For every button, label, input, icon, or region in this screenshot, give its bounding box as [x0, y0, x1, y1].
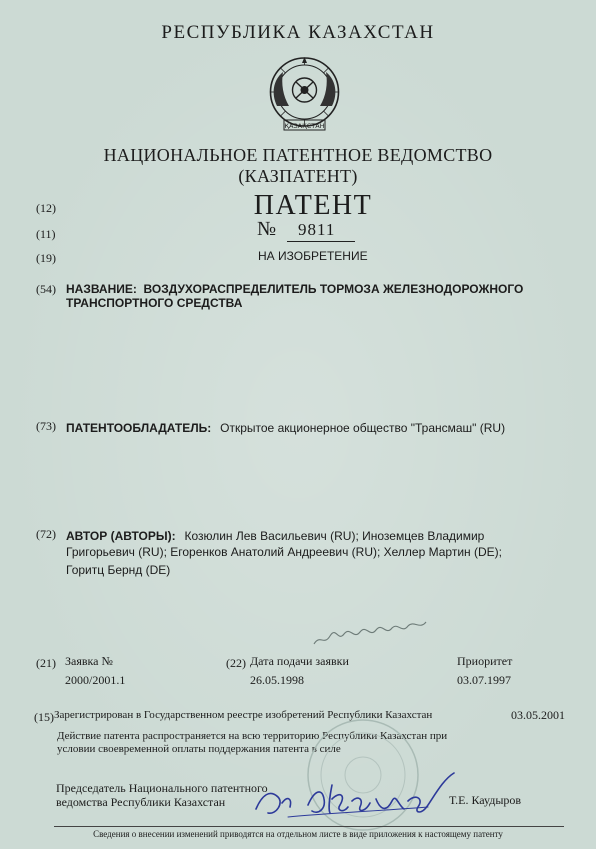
- filing-date: 26.05.1998: [250, 673, 304, 687]
- authors-line3: Горитц Бернд (DE): [66, 563, 171, 577]
- code-21: (21): [36, 656, 56, 670]
- holder-value: Открытое акционерное общество "Трансмаш" (RU): [220, 421, 506, 435]
- invention-name-line1: [66, 282, 586, 296]
- number-underline: [287, 241, 355, 242]
- code-11: (11): [36, 227, 56, 241]
- office-name-line1: НАЦИОНАЛЬНОЕ ПАТЕНТНОЕ ВЕДОМСТВО: [103, 145, 493, 165]
- footer-divider: [54, 826, 564, 827]
- office-name-line2: (КАЗПАТЕНТ): [238, 166, 358, 186]
- authors-line2: Григорьевич (RU); Егоренков Анатолий Андреевич (RU); Хеллер Мартин (DE);: [66, 545, 502, 559]
- filing-date-label: Дата подачи заявки: [250, 654, 349, 668]
- code-73: (73): [36, 419, 56, 433]
- signature-icon: [248, 765, 473, 825]
- code-72: (72): [36, 527, 56, 541]
- registration-date: 03.05.2001: [511, 708, 565, 722]
- priority-date: 03.07.1997: [457, 673, 511, 687]
- priority-label: Приоритет: [457, 654, 513, 668]
- authors-label: АВТОР (АВТОРЫ):: [66, 529, 176, 543]
- patent-holder: [66, 419, 586, 437]
- code-15: (15): [34, 710, 54, 724]
- application-label: Заявка №: [65, 654, 113, 668]
- name-label: НАЗВАНИЕ:: [66, 282, 137, 296]
- footer-note: Сведения о внесении изменений приводятся на отдельном листе в виде приложения к настоящему патенту: [93, 829, 503, 839]
- patent-title: ПАТЕНТ: [253, 190, 373, 221]
- chairman-name: Т.Е. Каудыров: [449, 793, 522, 807]
- handwritten-note-icon: [310, 616, 430, 650]
- validity-line2: условии своевременной оплаты поддержания патента в силе: [57, 743, 341, 755]
- code-19: (19): [36, 251, 56, 265]
- code-54: (54): [36, 282, 56, 296]
- code-12: (12): [36, 201, 56, 215]
- holder-label: ПАТЕНТООБЛАДАТЕЛЬ:: [66, 421, 212, 435]
- invention-name-line2: ТРАНСПОРТНОГО СРЕДСТВА: [66, 296, 243, 310]
- application-number: 2000/2001.1: [65, 673, 126, 687]
- patent-type: НА ИЗОБРЕТЕНИЕ: [258, 249, 368, 263]
- registration-text: Зарегистрирован в Государственном реестре изобретений Республики Казахстан: [54, 709, 433, 721]
- chairman-title-line2: ведомства Республики Казахстан: [56, 795, 226, 809]
- name-value-1: ВОЗДУХОРАСПРЕДЕЛИТЕЛЬ ТОРМОЗА ЖЕЛЕЗНОДОРОЖНОГО: [143, 282, 524, 296]
- chairman-title-line1: Председатель Национального патентного: [56, 781, 268, 795]
- emblem-label: ҚАЗАҚСТАН: [284, 122, 325, 130]
- code-22: (22): [226, 656, 246, 670]
- country-title: РЕСПУБЛИКА КАЗАХСТАН: [161, 22, 435, 43]
- patent-number: 9811: [298, 220, 336, 239]
- authors-value-1: Козюлин Лев Васильевич (RU); Иноземцев Владимир: [184, 529, 485, 543]
- validity-line1: Действие патента распространяется на всю территорию Республики Казахстан при: [57, 730, 448, 742]
- state-emblem-icon: [267, 54, 342, 140]
- number-sign: №: [257, 218, 277, 240]
- authors-line1: [66, 527, 586, 545]
